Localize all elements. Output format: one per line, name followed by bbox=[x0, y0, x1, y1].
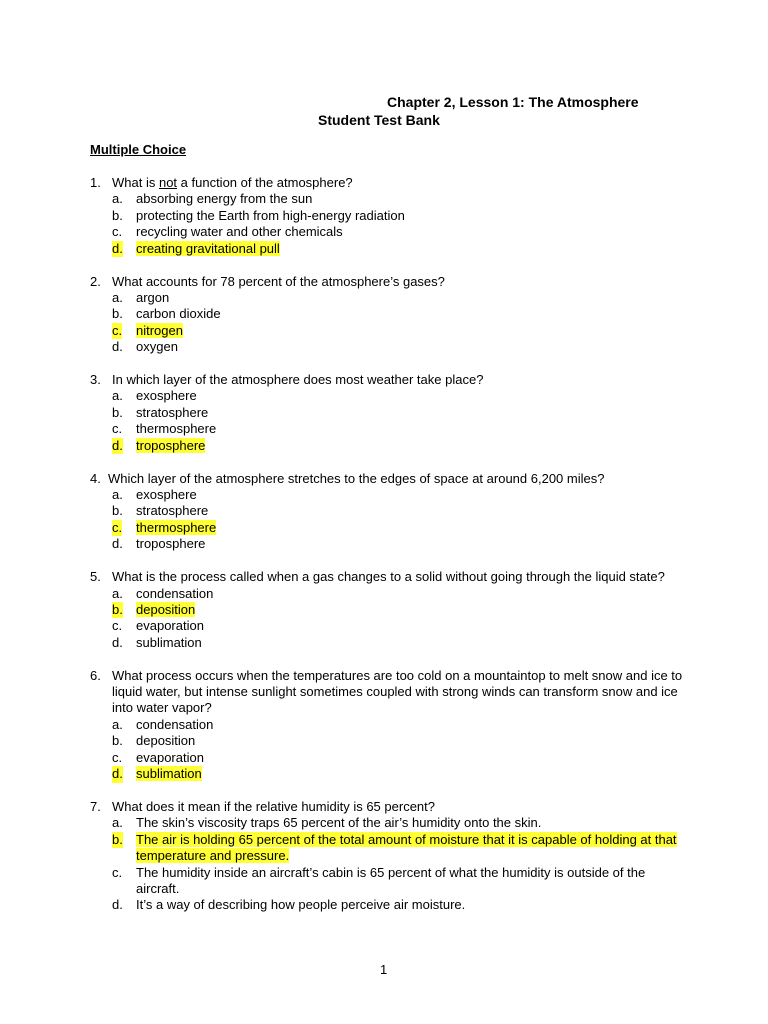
option-text: It’s a way of describing how people perceive air moisture. bbox=[136, 897, 466, 913]
question-text-underlined: not bbox=[158, 175, 178, 190]
option-text: condensation bbox=[136, 585, 214, 601]
option-text-highlighted: thermosphere bbox=[136, 519, 217, 535]
option-d bbox=[90, 897, 690, 913]
option-text: The skin’s viscosity traps 65 percent of the air’s humidity onto the skin. bbox=[136, 815, 542, 831]
option-letter: d. bbox=[112, 897, 123, 913]
option-a bbox=[90, 290, 690, 306]
option-letter: b. bbox=[112, 503, 123, 519]
option-letter: a. bbox=[112, 716, 123, 732]
option-text-highlighted: nitrogen bbox=[136, 322, 183, 338]
option-letter: d. bbox=[112, 339, 123, 355]
option-text: exosphere bbox=[136, 487, 197, 502]
option-text: protecting the Earth from high-energy radiation bbox=[136, 207, 405, 223]
question-text: What accounts for 78 percent of the atmosphere’s gases? bbox=[112, 273, 445, 289]
option-text-highlighted: troposphere bbox=[136, 437, 206, 453]
option-text-highlighted: deposition bbox=[136, 601, 196, 617]
option-b bbox=[90, 306, 690, 322]
option-d bbox=[90, 339, 690, 355]
option-d-answer bbox=[90, 766, 690, 782]
option-d bbox=[90, 635, 690, 651]
option-text: exosphere bbox=[136, 388, 197, 404]
question-stem bbox=[90, 274, 690, 290]
option-text: thermosphere bbox=[136, 421, 217, 437]
question-3 bbox=[90, 372, 690, 454]
option-b bbox=[90, 733, 690, 749]
question-1 bbox=[90, 175, 690, 257]
question-number: 6. bbox=[90, 667, 101, 683]
question-stem bbox=[90, 799, 690, 815]
option-letter: d. bbox=[112, 240, 123, 256]
option-text: carbon dioxide bbox=[136, 306, 221, 322]
option-text: evaporation bbox=[136, 749, 204, 765]
option-letter: c. bbox=[112, 224, 123, 240]
option-letter: c. bbox=[112, 421, 123, 437]
option-letter: a. bbox=[112, 585, 123, 601]
option-c bbox=[90, 865, 690, 898]
question-stem bbox=[90, 569, 690, 585]
option-letter: b. bbox=[112, 733, 123, 749]
question-stem bbox=[90, 372, 690, 388]
option-letter: b. bbox=[112, 207, 123, 223]
option-text-highlighted: sublimation bbox=[136, 766, 202, 782]
page-number: 1 bbox=[380, 962, 388, 977]
option-letter: c. bbox=[112, 618, 123, 634]
option-letter: a. bbox=[112, 815, 123, 831]
title-line-2: Student Test Bank bbox=[318, 112, 440, 128]
option-letter: d. bbox=[112, 437, 123, 453]
option-text: argon bbox=[136, 289, 170, 305]
question-number: 2. bbox=[90, 273, 101, 289]
option-text-highlighted: creating gravitational pull bbox=[136, 240, 280, 256]
option-letter: a. bbox=[112, 191, 123, 207]
question-list bbox=[90, 175, 690, 930]
question-number: 4. bbox=[90, 470, 101, 486]
option-letter: d. bbox=[112, 766, 123, 782]
question-text: What is the process called when a gas changes to a solid without going through the liquid state? bbox=[112, 569, 665, 585]
option-text: The humidity inside an aircraft’s cabin is 65 percent of what the humidity is outside of the aircraft. bbox=[136, 864, 646, 897]
option-text: sublimation bbox=[136, 634, 202, 650]
question-stem bbox=[90, 471, 690, 487]
option-letter: b. bbox=[112, 404, 123, 420]
option-b-answer bbox=[90, 602, 690, 618]
option-c bbox=[90, 224, 690, 240]
option-a bbox=[90, 815, 690, 831]
option-b-answer bbox=[90, 832, 690, 865]
option-c-answer bbox=[90, 520, 690, 536]
question-number: 3. bbox=[90, 372, 101, 388]
option-letter: d. bbox=[112, 536, 123, 552]
option-a bbox=[90, 586, 690, 602]
option-b bbox=[90, 405, 690, 421]
option-text: recycling water and other chemicals bbox=[136, 224, 343, 240]
option-text: condensation bbox=[136, 716, 214, 732]
question-2 bbox=[90, 274, 690, 356]
option-letter: b. bbox=[112, 831, 123, 847]
question-text-pre: What is bbox=[112, 175, 159, 190]
question-stem bbox=[90, 668, 690, 717]
question-number: 1. bbox=[90, 175, 101, 190]
option-text: absorbing energy from the sun bbox=[136, 191, 313, 207]
question-number: 5. bbox=[90, 569, 101, 585]
option-d bbox=[90, 536, 690, 552]
question-4 bbox=[90, 471, 690, 553]
option-a bbox=[90, 191, 690, 207]
option-b bbox=[90, 208, 690, 224]
option-letter: b. bbox=[112, 601, 123, 617]
option-letter: c. bbox=[112, 749, 123, 765]
option-text-highlighted: The air is holding 65 percent of the total amount of moisture that it is capable of holding at that temperature and pressure. bbox=[136, 831, 677, 864]
option-c bbox=[90, 421, 690, 437]
option-letter: a. bbox=[112, 388, 123, 404]
option-letter: a. bbox=[112, 487, 123, 502]
option-letter: c. bbox=[112, 864, 123, 880]
question-7 bbox=[90, 799, 690, 914]
option-letter: a. bbox=[112, 289, 123, 305]
question-6 bbox=[90, 668, 690, 783]
option-text: stratosphere bbox=[136, 404, 209, 420]
option-text: evaporation bbox=[136, 618, 204, 634]
option-c-answer bbox=[90, 323, 690, 339]
option-text: deposition bbox=[136, 733, 196, 749]
option-text: stratosphere bbox=[136, 503, 209, 519]
option-d-answer bbox=[90, 241, 690, 257]
section-heading: Multiple Choice bbox=[90, 142, 187, 157]
option-a bbox=[90, 388, 690, 404]
question-text-post: a function of the atmosphere? bbox=[177, 175, 353, 190]
title-line-1: Chapter 2, Lesson 1: The Atmosphere bbox=[387, 94, 639, 110]
question-5 bbox=[90, 569, 690, 651]
option-d-answer bbox=[90, 438, 690, 454]
option-text: troposphere bbox=[136, 536, 206, 552]
option-text: oxygen bbox=[136, 339, 178, 355]
option-letter: c. bbox=[112, 322, 123, 338]
option-letter: b. bbox=[112, 306, 123, 322]
question-text: What does it mean if the relative humidity is 65 percent? bbox=[112, 799, 435, 814]
option-a bbox=[90, 717, 690, 733]
option-c bbox=[90, 750, 690, 766]
question-number: 7. bbox=[90, 799, 101, 814]
question-stem bbox=[90, 175, 690, 191]
option-letter: d. bbox=[112, 634, 123, 650]
option-a bbox=[90, 487, 690, 503]
option-letter: c. bbox=[112, 519, 123, 535]
option-c bbox=[90, 618, 690, 634]
question-text: What process occurs when the temperatures are too cold on a mountaintop to melt snow and ice to liquid water, but intense sunlight sometimes coupled with strong winds can transform snow and ice into water vapor? bbox=[112, 667, 683, 716]
question-text: Which layer of the atmosphere stretches to the edges of space at around 6,200 miles? bbox=[108, 470, 605, 486]
question-text: In which layer of the atmosphere does most weather take place? bbox=[112, 372, 484, 388]
option-b bbox=[90, 503, 690, 519]
